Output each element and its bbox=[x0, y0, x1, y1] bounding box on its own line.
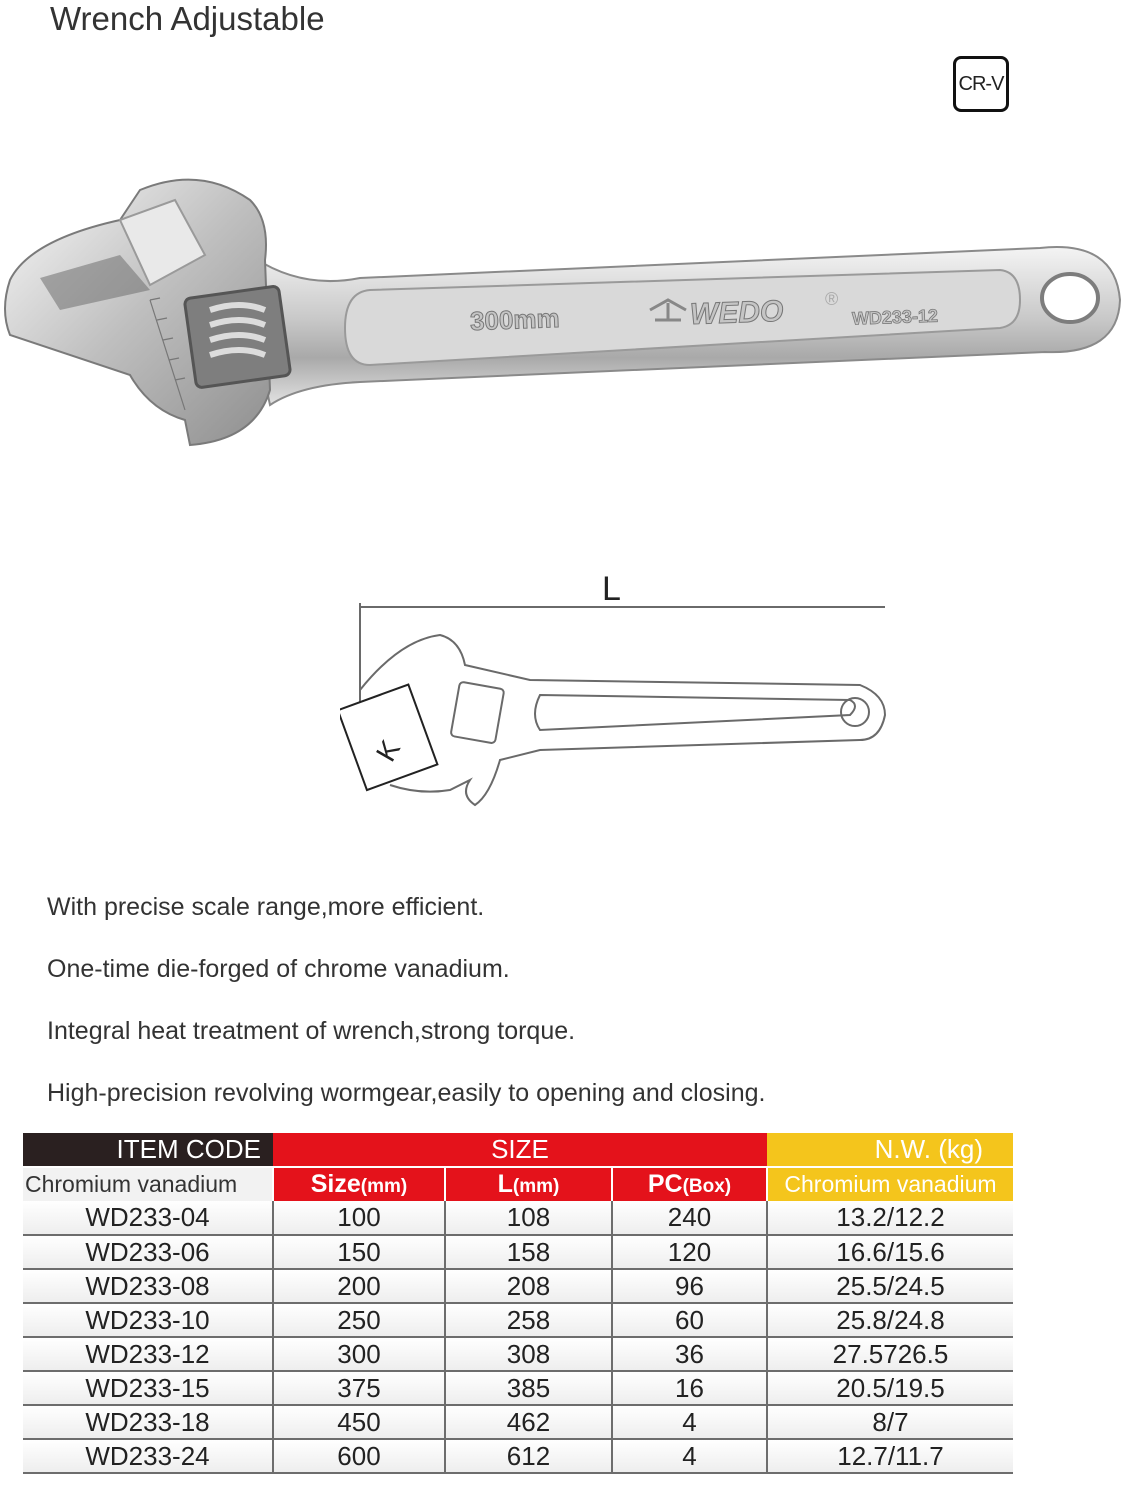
length-mm-header bbox=[445, 1167, 612, 1201]
weight-cell: 25.5/24.5 bbox=[767, 1269, 1013, 1303]
pc-cell: 96 bbox=[612, 1269, 767, 1303]
crv-material-badge: CR-V bbox=[953, 56, 1009, 112]
item-code-cell: WD233-24 bbox=[23, 1439, 273, 1473]
page-title: Wrench Adjustable bbox=[50, 0, 325, 37]
pc-header-label: PC bbox=[647, 1170, 683, 1198]
table-row bbox=[23, 1201, 1013, 1235]
hang-hole-outline bbox=[841, 698, 869, 726]
size-header-unit: (mm) bbox=[360, 1176, 408, 1197]
registered-mark: ® bbox=[825, 289, 839, 309]
feature-item: High-precision revolving wormgear,easily to opening and closing. bbox=[47, 1079, 766, 1107]
length-cell: 612 bbox=[445, 1439, 612, 1473]
table-row bbox=[23, 1337, 1013, 1371]
jaw-size-box bbox=[340, 685, 437, 791]
weight-cell: 13.2/12.2 bbox=[767, 1201, 1013, 1235]
wrench-outline bbox=[360, 635, 885, 805]
feature-item: With precise scale range,more efficient. bbox=[47, 893, 485, 921]
weight-cell: 27.5726.5 bbox=[767, 1337, 1013, 1371]
length-cell: 385 bbox=[445, 1371, 612, 1405]
table-row bbox=[23, 1405, 1013, 1439]
weight-cell: 12.7/11.7 bbox=[767, 1439, 1013, 1473]
table-row bbox=[23, 1235, 1013, 1269]
sub-header-row bbox=[23, 1167, 1013, 1201]
length-header-label: L bbox=[497, 1170, 513, 1198]
weight-cell: 8/7 bbox=[767, 1405, 1013, 1439]
table-row bbox=[23, 1439, 1013, 1473]
item-code-cell: WD233-10 bbox=[23, 1303, 273, 1337]
size-cell: 300 bbox=[273, 1337, 445, 1371]
length-cell: 208 bbox=[445, 1269, 612, 1303]
size-cell: 200 bbox=[273, 1269, 445, 1303]
spec-table bbox=[23, 1133, 1013, 1474]
pc-box-header bbox=[612, 1167, 767, 1201]
pc-cell: 4 bbox=[612, 1405, 767, 1439]
hang-hole bbox=[1042, 274, 1098, 322]
table-row bbox=[23, 1303, 1013, 1337]
dimension-diagram bbox=[340, 555, 900, 815]
model-engraving: WD233-12 bbox=[851, 305, 939, 329]
item-code-cell: WD233-12 bbox=[23, 1337, 273, 1371]
size-header-label: Size bbox=[310, 1170, 361, 1198]
pc-header-unit: (Box) bbox=[682, 1176, 732, 1197]
item-code-cell: WD233-04 bbox=[23, 1201, 273, 1235]
item-code-cell: WD233-06 bbox=[23, 1235, 273, 1269]
brand-engraving: WEDO bbox=[689, 294, 784, 332]
pc-cell: 60 bbox=[612, 1303, 767, 1337]
size-header: SIZE bbox=[273, 1133, 767, 1167]
pc-cell: 120 bbox=[612, 1235, 767, 1269]
pc-cell: 4 bbox=[612, 1439, 767, 1473]
size-cell: 450 bbox=[273, 1405, 445, 1439]
weight-cell: 25.8/24.8 bbox=[767, 1303, 1013, 1337]
item-code-material-header: Chromium vanadium bbox=[23, 1167, 273, 1201]
size-cell: 600 bbox=[273, 1439, 445, 1473]
feature-list bbox=[47, 890, 765, 1138]
item-code-header: ITEM CODE bbox=[23, 1133, 273, 1167]
length-cell: 258 bbox=[445, 1303, 612, 1337]
size-engraving: 300mm bbox=[469, 302, 561, 337]
length-cell: 158 bbox=[445, 1235, 612, 1269]
weight-material-header: Chromium vanadium bbox=[767, 1167, 1013, 1201]
length-label: L bbox=[602, 570, 621, 608]
pc-cell: 36 bbox=[612, 1337, 767, 1371]
item-code-cell: WD233-18 bbox=[23, 1405, 273, 1439]
handle-slot bbox=[535, 695, 855, 730]
net-weight-header: N.W. (kg) bbox=[767, 1133, 1013, 1167]
weight-cell: 20.5/19.5 bbox=[767, 1371, 1013, 1405]
group-header-row bbox=[23, 1133, 1013, 1167]
length-cell: 308 bbox=[445, 1337, 612, 1371]
worm-gear-outline bbox=[450, 682, 504, 744]
length-cell: 108 bbox=[445, 1201, 612, 1235]
table-row bbox=[23, 1269, 1013, 1303]
length-cell: 462 bbox=[445, 1405, 612, 1439]
item-code-cell: WD233-08 bbox=[23, 1269, 273, 1303]
pc-cell: 16 bbox=[612, 1371, 767, 1405]
size-cell: 250 bbox=[273, 1303, 445, 1337]
wrench-product-image bbox=[0, 160, 1130, 460]
feature-item: One-time die-forged of chrome vanadium. bbox=[47, 955, 510, 983]
table-row bbox=[23, 1371, 1013, 1405]
pc-cell: 240 bbox=[612, 1201, 767, 1235]
length-header-unit: (mm) bbox=[512, 1176, 560, 1197]
weight-cell: 16.6/15.6 bbox=[767, 1235, 1013, 1269]
item-code-cell: WD233-15 bbox=[23, 1371, 273, 1405]
size-cell: 100 bbox=[273, 1201, 445, 1235]
feature-item: Integral heat treatment of wrench,strong torque. bbox=[47, 1017, 576, 1045]
size-cell: 150 bbox=[273, 1235, 445, 1269]
jaw-label: K bbox=[370, 734, 407, 767]
size-mm-header bbox=[273, 1167, 445, 1201]
size-cell: 375 bbox=[273, 1371, 445, 1405]
